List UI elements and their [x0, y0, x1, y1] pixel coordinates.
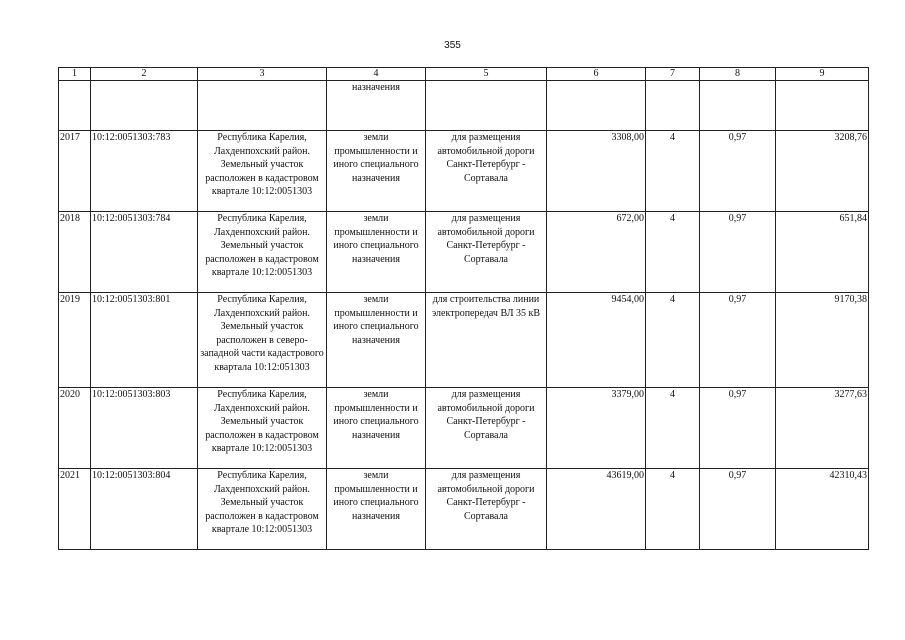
cell-land-category: земли промышленности и иного специального назначения	[327, 131, 426, 212]
cell-row-number: 2021	[59, 469, 91, 550]
cell-land-category: земли промышленности и иного специального назначения	[327, 469, 426, 550]
cell-empty	[646, 81, 700, 131]
cell-permitted-use: для строительства линии электропередач ВЛ 35 кВ	[426, 293, 547, 388]
cell-land-category: земли промышленности и иного специального назначения	[327, 293, 426, 388]
cell-col7: 4	[646, 293, 700, 388]
header-col-6: 6	[547, 68, 646, 81]
cell-permitted-use: для размещения автомобильной дороги Санкт-Петербург - Сортавала	[426, 469, 547, 550]
cell-col7: 4	[646, 388, 700, 469]
header-col-2: 2	[91, 68, 198, 81]
cell-permitted-use: для размещения автомобильной дороги Санкт-Петербург - Сортавала	[426, 388, 547, 469]
table-row	[59, 293, 869, 388]
cell-empty	[776, 81, 869, 131]
table-header	[59, 68, 869, 81]
cell-category-continued: назначения	[327, 81, 426, 131]
continuation-row	[59, 81, 869, 131]
cell-area: 9454,00	[547, 293, 646, 388]
land-registry-table	[58, 67, 869, 550]
cell-empty	[91, 81, 198, 131]
cell-location: Республика Карелия, Лахденпохский район. Земельный участок расположен в кадастровом квартале 10:12:0051303	[198, 388, 327, 469]
cell-col7: 4	[646, 131, 700, 212]
cell-empty	[547, 81, 646, 131]
cell-value: 651,84	[776, 212, 869, 293]
cell-value: 3208,76	[776, 131, 869, 212]
header-col-1: 1	[59, 68, 91, 81]
cell-cadastral-number: 10:12:0051303:803	[91, 388, 198, 469]
cell-row-number: 2019	[59, 293, 91, 388]
cell-empty	[700, 81, 776, 131]
cell-coefficient: 0,97	[700, 293, 776, 388]
cell-area: 3308,00	[547, 131, 646, 212]
cell-col7: 4	[646, 469, 700, 550]
cell-row-number: 2020	[59, 388, 91, 469]
header-col-9: 9	[776, 68, 869, 81]
cell-empty	[59, 81, 91, 131]
table-body	[59, 81, 869, 550]
cell-cadastral-number: 10:12:0051303:783	[91, 131, 198, 212]
header-col-7: 7	[646, 68, 700, 81]
cell-area: 3379,00	[547, 388, 646, 469]
cell-location: Республика Карелия, Лахденпохский район. Земельный участок расположен в кадастровом квартале 10:12:0051303	[198, 131, 327, 212]
header-col-3: 3	[198, 68, 327, 81]
header-col-8: 8	[700, 68, 776, 81]
cell-location: Республика Карелия, Лахденпохский район. Земельный участок расположен в кадастровом квартале 10:12:0051303	[198, 469, 327, 550]
cell-cadastral-number: 10:12:0051303:801	[91, 293, 198, 388]
page-number: 355	[444, 40, 461, 51]
cell-permitted-use: для размещения автомобильной дороги Санкт-Петербург - Сортавала	[426, 131, 547, 212]
table-row	[59, 388, 869, 469]
cell-coefficient: 0,97	[700, 388, 776, 469]
cell-area: 43619,00	[547, 469, 646, 550]
cell-col7: 4	[646, 212, 700, 293]
header-row	[59, 68, 869, 81]
cell-cadastral-number: 10:12:0051303:804	[91, 469, 198, 550]
cell-empty	[198, 81, 327, 131]
cell-area: 672,00	[547, 212, 646, 293]
cell-permitted-use: для размещения автомобильной дороги Санкт-Петербург - Сортавала	[426, 212, 547, 293]
table-row	[59, 469, 869, 550]
table-row	[59, 131, 869, 212]
header-col-5: 5	[426, 68, 547, 81]
cell-coefficient: 0,97	[700, 212, 776, 293]
cell-coefficient: 0,97	[700, 469, 776, 550]
cell-coefficient: 0,97	[700, 131, 776, 212]
cell-empty	[426, 81, 547, 131]
cell-cadastral-number: 10:12:0051303:784	[91, 212, 198, 293]
cell-value: 42310,43	[776, 469, 869, 550]
cell-value: 9170,38	[776, 293, 869, 388]
cell-location: Республика Карелия, Лахденпохский район. Земельный участок расположен в северо-западной части кадастрового квартала 10:12:051303	[198, 293, 327, 388]
header-col-4: 4	[327, 68, 426, 81]
cell-land-category: земли промышленности и иного специального назначения	[327, 388, 426, 469]
cell-location: Республика Карелия, Лахденпохский район. Земельный участок расположен в кадастровом квартале 10:12:0051303	[198, 212, 327, 293]
cell-row-number: 2017	[59, 131, 91, 212]
cell-row-number: 2018	[59, 212, 91, 293]
table-row	[59, 212, 869, 293]
cell-land-category: земли промышленности и иного специального назначения	[327, 212, 426, 293]
cell-value: 3277,63	[776, 388, 869, 469]
